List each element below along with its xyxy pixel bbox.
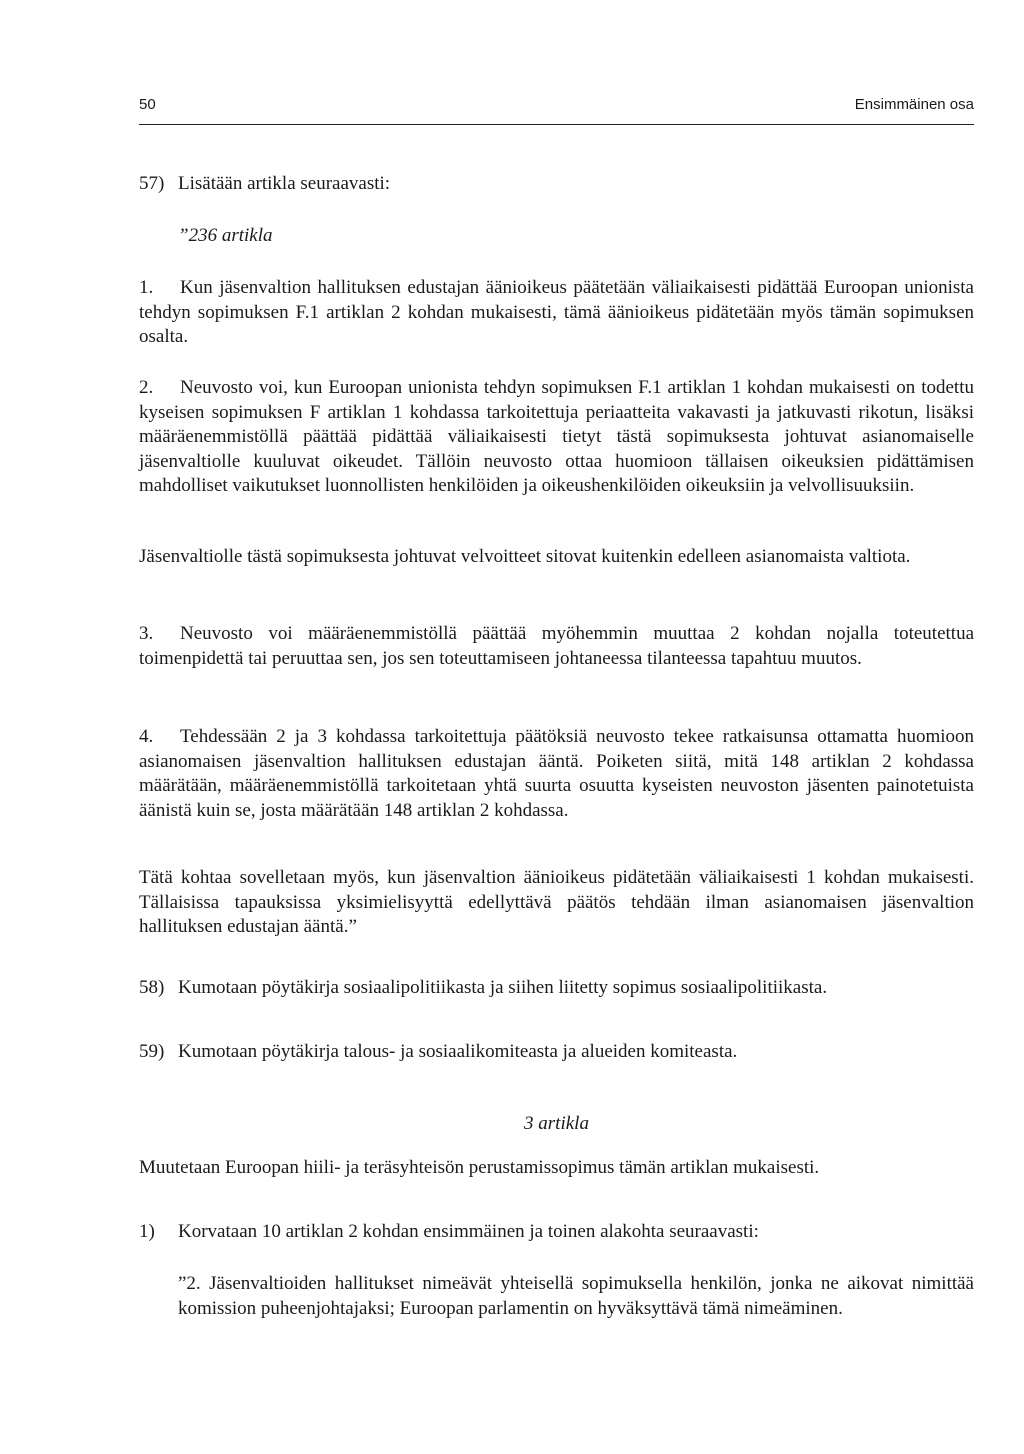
item-text: Korvataan 10 artiklan 2 kohdan ensimmäinen ja toinen alakohta seuraavasti:: [178, 1221, 759, 1242]
item-text: Kumotaan pöytäkirja talous- ja sosiaalikomiteasta ja alueiden komiteasta.: [178, 1041, 738, 1062]
section-title: Ensimmäinen osa: [854, 96, 974, 113]
item-text: Lisätään artikla seuraavasti:: [178, 173, 391, 194]
article-3-intro: Muutetaan Euroopan hiili- ja teräsyhteisön perustamissopimus tämän artiklan mukaisesti.: [139, 1157, 820, 1178]
paragraph-number: 3.: [139, 623, 154, 644]
paragraph-text: Neuvosto voi määräenemmistöllä päättää myöhemmin muuttaa 2 kohdan nojalla toteutettua toimenpidettä tai peruuttaa sen, jos sen toteuttamiseen johtaneessa tilanteessa tapahtuu muutos.: [139, 623, 974, 669]
item-number: 59): [139, 1041, 165, 1062]
paragraph-number: 1.: [139, 277, 154, 298]
paragraph-text: Neuvosto voi, kun Euroopan unionista tehdyn sopimuksen F.1 artiklan 1 kohdan mukaisesti on todettu kyseisen sopimuksen F artiklan 1 kohdassa tarkoitettuja periaatteita vakavasti ja jatkuvasti rikotun, lisäksi määräenemmistöllä päättää pidättää väliaikaisesti tietyt tästä sopimuksesta johtuvat asianomaiselle jäsenvaltiolle kuuluvat oikeudet. Tällöin neuvosto ottaa huomioon tällaisen oikeuksien pidättämisen mahdolliset vaikutukset luonnollisten henkilöiden ja oikeushenkilöiden oikeuksiin ja velvollisuuksiin.: [139, 377, 974, 496]
article-236-heading: ”236 artikla: [178, 225, 273, 246]
paragraph-2-subparagraph: Jäsenvaltiolle tästä sopimuksesta johtuvat velvoitteet sitovat kuitenkin edelleen asianomaista valtiota.: [139, 546, 911, 567]
paragraph-text: Tehdessään 2 ja 3 kohdassa tarkoitettuja päätöksiä neuvosto tekee ratkaisunsa ottamatta huomioon asianomaisen jäsenvaltion hallituksen edustajan ääntä. Poiketen siitä, mitä 148 artiklan 2 kohdassa määrätään, määräenemmistöllä tarkoitetaan yhtä suurta osuutta kyseisten neuvoston jäsenten painotetuista äänistä kuin se, josta määrätään 148 artiklan 2 kohdassa.: [139, 726, 974, 821]
article-3-heading: 3 artikla: [524, 1113, 589, 1134]
paragraph-4-subparagraph: Tätä kohtaa sovelletaan myös, kun jäsenvaltion äänioikeus pidätetään väliaikaisesti 1 kohdan mukaisesti. Tällaisissa tapauksissa yksimielisyyttä edellyttävä päätös tehdään ilman asianomaisen jäsenvaltion hallituksen edustajan ääntä.”: [139, 867, 974, 937]
running-header: [139, 96, 974, 125]
paragraph-4: [139, 725, 974, 823]
paragraph-text: Kun jäsenvaltion hallituksen edustajan äänioikeus päätetään väliaikaisesti pidättää Euroopan unionista tehdyn sopimuksen F.1 artiklan 2 kohdan mukaisesti, tämä äänioikeus pidätetään myös tämän sopimuksen osalta.: [139, 277, 974, 347]
item-text: Kumotaan pöytäkirja sosiaalipolitiikasta ja siihen liitetty sopimus sosiaalipolitiikasta.: [178, 977, 828, 998]
item-number: 1): [139, 1221, 155, 1242]
paragraph-1: [139, 276, 974, 350]
paragraph-number: 2.: [139, 377, 154, 398]
paragraph-2: [139, 376, 974, 499]
paragraph-3: [139, 622, 974, 671]
item-number: 58): [139, 977, 165, 998]
page-number: 50: [139, 96, 156, 113]
paragraph-number: 4.: [139, 726, 154, 747]
quoted-paragraph: ”2. Jäsenvaltioiden hallitukset nimeävät yhteisellä sopimuksella henkilön, jonka ne aikovat nimittää komission puheenjohtajaksi; Euroopan parlamentin on hyväksyttävä tämä nimeäminen.: [178, 1273, 974, 1319]
item-number: 57): [139, 173, 165, 194]
